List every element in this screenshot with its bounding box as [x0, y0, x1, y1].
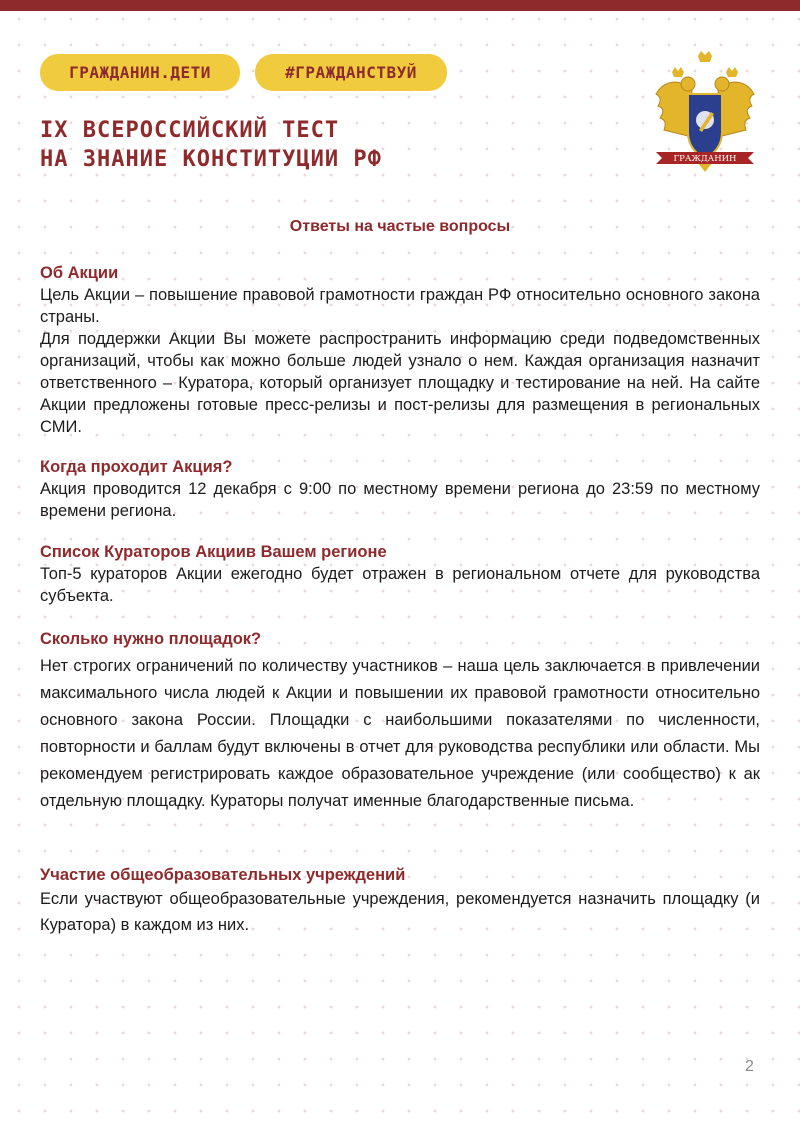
section-title: Сколько нужно площадок? [40, 630, 262, 648]
faq-heading: Ответы на частые вопросы [289, 218, 511, 235]
section-paragraph: Нет строгих ограничений по количеству участников – наша цель заключается в привлечении максимального числа людей к Акции и повышении их правовой грамотности относительно основного закона России. Площадки с наибольшими показателями по численности, повторности и баллам будут включены в отчет для руководства республики или области. Мы рекомендуем регистрировать каждое образовательное учреждение (или сообщество) к ак отдельную площадку. Кураторы получат именные благодарственные письма. [40, 657, 760, 810]
section-paragraph: Цель Акции – повышение правовой грамотности граждан РФ относительно основного закона страны. [40, 286, 760, 326]
double-headed-eagle-emblem-icon [650, 50, 760, 186]
section-title: Об Акции [40, 264, 119, 282]
section-how-many-sites [40, 626, 760, 815]
section-when [40, 456, 760, 522]
section-title: Участие общеобразовательных учреждений [40, 866, 406, 884]
section-title: Список Кураторов Акциив Вашем регионе [40, 543, 387, 561]
section-paragraph: Если участвуют общеобразовательные учреждения, рекомендуется назначить площадку (и Куратора) в каждом из них. [40, 890, 760, 934]
section-curators-list [40, 541, 760, 607]
tag-grazhdanstvuy[interactable]: #ГРАЖДАНСТВУЙ [255, 54, 447, 91]
section-title: Когда проходит Акция? [40, 458, 233, 476]
tag-grazhdanin-deti[interactable]: ГРАЖДАНИН.ДЕТИ [40, 54, 240, 91]
emblem-ribbon-text: ГРАЖДАНИН [673, 154, 737, 164]
section-schools-participation [40, 864, 760, 938]
page-title [40, 116, 382, 174]
title-line-2: НА ЗНАНИЕ КОНСТИТУЦИИ РФ [40, 147, 382, 172]
section-about-action [40, 262, 760, 438]
top-accent-bar [0, 0, 800, 11]
section-paragraph: Для поддержки Акции Вы можете распространить информацию среди подведомственных организаций, чтобы как можно больше людей узнало о нем. Каждая организация назначит ответственного – Куратора, который организует площадку и тестирование на ней. На сайте Акции предложены готовые пресс-релизы и пост-релизы для размещения в региональных СМИ. [40, 330, 760, 436]
title-line-1: IX ВСЕРОССИЙСКИЙ ТЕСТ [40, 118, 340, 143]
page-number: 2 [745, 1058, 754, 1075]
section-paragraph: Акция проводится 12 декабря с 9:00 по местному времени региона до 23:59 по местному времени региона. [40, 480, 760, 520]
section-paragraph: Топ-5 кураторов Акции ежегодно будет отражен в региональном отчете для руководства субъекта. [40, 565, 760, 605]
